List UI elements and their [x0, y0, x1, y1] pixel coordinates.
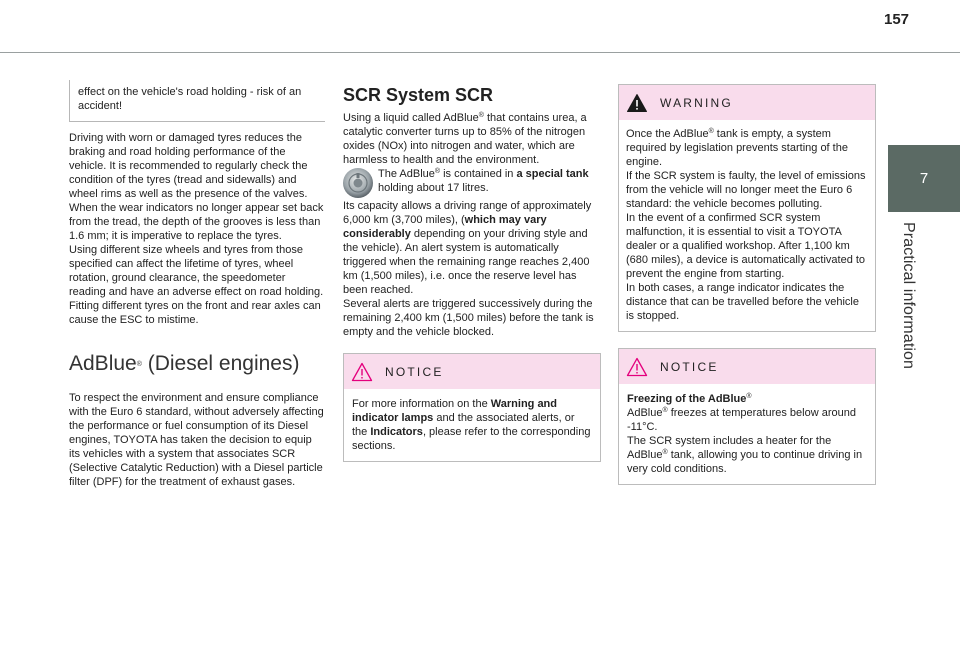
freezing-notice-body: [619, 384, 875, 484]
warning-box: [618, 84, 876, 332]
adblue-intro-text: To respect the environment and ensure compliance with the Euro 6 standard, without adversely affecting the performance or fuel consumption of its Diesel engines, TOYOTA has taken the decision to equip its vehicles with a system that associates SCR (Selective Catalytic Reduction) with a Diesel particle filter (DPF) for the treatment of exhaust gases.: [69, 392, 324, 488]
column-middle: [343, 84, 601, 462]
notice-body: [344, 389, 600, 461]
adblue-title-rest: (Diesel engines): [141, 352, 300, 375]
continued-text: effect on the vehicle's road holding - risk of an accident!: [78, 86, 302, 112]
freezing-text: AdBlue® freezes at temperatures below around -11°C.: [627, 407, 856, 433]
notice-warning-icon: [351, 362, 373, 382]
adblue-title-main: AdBlue: [69, 352, 137, 375]
warning-header: [619, 85, 875, 120]
header-rule: [0, 52, 960, 53]
warning-text-2: If the SCR system is faulty, the level of emissions from the vehicle will no longer meet the Euro 6 standard: the vehicle becomes polluting.: [626, 170, 866, 210]
warning-triangle-icon: [626, 93, 648, 113]
notice-text: For more information on the Warning and indicator lamps and the associated alerts, or the Indicators, please refer to the corresponding sections.: [352, 398, 591, 452]
adblue-title-reg: ®: [136, 361, 142, 368]
notice-warning-icon: [626, 357, 648, 377]
scr-intro-text: Using a liquid called AdBlue® that contains urea, a catalytic converter turns up to 85% of the nitrogen oxides (NOx) into nitrogen and water, which are harmless to health and the environment.: [343, 112, 587, 166]
warning-text-3: In the event of a confirmed SCR system malfunction, it is essential to visit a TOYOTA dealer or a qualified workshop. After 1,100 km (680 miles), a device is automatically activated to prevent the engine from starting.: [626, 212, 866, 280]
front-rear-text: Fitting different tyres on the front and rear axles can cause the ESC to mistime.: [69, 300, 321, 326]
continued-warning-box: [69, 80, 325, 122]
warning-label: WARNING: [660, 95, 733, 110]
chapter-tab[interactable]: 7: [888, 145, 960, 212]
chapter-title: Practical information: [900, 222, 917, 370]
freezing-title: Freezing of the AdBlue®: [627, 393, 752, 405]
warning-text-1: Once the AdBlue® tank is empty, a system required by legislation prevents starting of the engine.: [626, 128, 848, 168]
warning-body: [619, 120, 875, 331]
tank-capacity-text: The AdBlue® is contained in a special tank holding about 17 litres.: [378, 168, 589, 194]
adblue-section-title: [69, 351, 325, 377]
column-left: [69, 80, 325, 489]
notice-header: [344, 354, 600, 389]
alerts-text: Several alerts are triggered successively during the remaining 2,400 km (1,500 miles) before the tank is empty and the vehicle blocked.: [343, 298, 594, 338]
worn-tyres-text: Driving with worn or damaged tyres reduces the braking and road holding performance of the vehicle. It is recommended to regularly check the condition of the tyres (tread and sidewalls) and wheel rims as well as the presence of the valves.: [69, 132, 308, 200]
warning-text-4: In both cases, a range indicator indicates the distance that can be travelled before the vehicle is stopped.: [626, 282, 859, 322]
notice-label: NOTICE: [385, 364, 444, 379]
page-number: 157: [884, 11, 910, 28]
freezing-notice-header: [619, 349, 875, 384]
freezing-notice-label: NOTICE: [660, 359, 719, 374]
notice-box: [343, 353, 601, 462]
range-text: Its capacity allows a driving range of approximately 6,000 km (3,700 miles), (which may vary considerably depending on your driving style and the vehicle). An alert system is automatically triggered when the remaining range reaches 2,400 km (1,500 miles), i.e. once the reserve level has been reached.: [343, 200, 592, 296]
wear-indicator-text: When the wear indicators no longer appear set back from the tread, the depth of the grooves is less than 1.6 mm; it is imperative to replace the tyres.: [69, 202, 324, 242]
column-right: [618, 84, 876, 485]
adblue-tank-icon: [342, 167, 374, 199]
wheel-size-text: Using different size wheels and tyres from those specified can affect the lifetime of tyres, wheel rotation, ground clearance, the speedometer reading and have an adverse effect on road holding.: [69, 244, 324, 298]
tank-info-row: [343, 167, 601, 199]
heater-text: The SCR system includes a heater for the AdBlue® tank, allowing you to continue driving in very cold conditions.: [627, 435, 863, 475]
scr-section-title: SCR System SCR: [343, 85, 494, 105]
freezing-notice-box: [618, 348, 876, 485]
